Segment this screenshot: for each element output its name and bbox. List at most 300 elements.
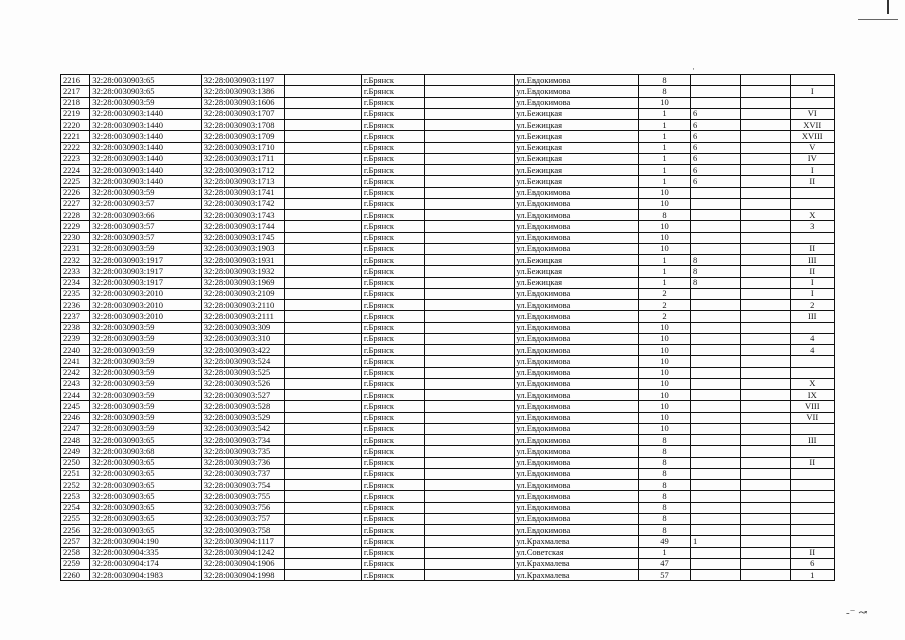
house-number-cell: 10 <box>639 378 691 389</box>
object-cadastral-number-cell: 32:28:0030903:310 <box>201 333 284 344</box>
table-row <box>61 120 835 131</box>
scan-mark-edge <box>887 0 889 14</box>
house-number-cell: 8 <box>639 480 691 491</box>
blank-col-2-cell <box>424 525 514 536</box>
row-number-cell: 2235 <box>61 288 90 299</box>
blank-col-cell <box>285 446 362 457</box>
parcel-cadastral-number-cell: 32:28:0030903:59 <box>90 243 201 254</box>
parcel-cadastral-number-cell: 32:28:0030904:190 <box>90 536 201 547</box>
blank-col-cell <box>285 165 362 176</box>
street-cell: ул.Крахмалева <box>514 536 638 547</box>
street-cell: ул.Евдокимова <box>514 210 638 221</box>
row-number-cell: 2227 <box>61 198 90 209</box>
blank-col-2-cell <box>424 356 514 367</box>
room-number-cell <box>790 536 834 547</box>
table-row <box>61 435 835 446</box>
parcel-cadastral-number-cell: 32:28:0030903:1917 <box>90 277 201 288</box>
room-number-cell: 3 <box>790 221 834 232</box>
blank-col-2-cell <box>424 570 514 581</box>
blank-col-3-cell <box>740 311 790 322</box>
object-cadastral-number-cell: 32:28:0030903:1903 <box>201 243 284 254</box>
blank-col-2-cell <box>424 435 514 446</box>
table-row <box>61 165 835 176</box>
blank-col-3-cell <box>740 187 790 198</box>
blank-col-3-cell <box>740 536 790 547</box>
building-cell <box>690 198 740 209</box>
blank-col-cell <box>285 322 362 333</box>
city-cell: г.Брянск <box>361 525 424 536</box>
object-cadastral-number-cell: 32:28:0030903:1744 <box>201 221 284 232</box>
object-cadastral-number-cell: 32:28:0030904:1242 <box>201 547 284 558</box>
object-cadastral-number-cell: 32:28:0030903:527 <box>201 390 284 401</box>
table-row <box>61 401 835 412</box>
city-cell: г.Брянск <box>361 120 424 131</box>
blank-col-cell <box>285 333 362 344</box>
object-cadastral-number-cell: 32:28:0030903:1711 <box>201 153 284 164</box>
city-cell: г.Брянск <box>361 345 424 356</box>
blank-col-3-cell <box>740 390 790 401</box>
street-cell: ул.Евдокимова <box>514 412 638 423</box>
blank-col-2-cell <box>424 457 514 468</box>
blank-col-2-cell <box>424 255 514 266</box>
row-number-cell: 2219 <box>61 108 90 119</box>
table-row <box>61 75 835 86</box>
row-number-cell: 2248 <box>61 435 90 446</box>
row-number-cell: 2225 <box>61 176 90 187</box>
house-number-cell: 8 <box>639 457 691 468</box>
blank-col-cell <box>285 423 362 434</box>
street-cell: ул.Евдокимова <box>514 446 638 457</box>
street-cell: ул.Евдокимова <box>514 86 638 97</box>
blank-col-cell <box>285 243 362 254</box>
object-cadastral-number-cell: 32:28:0030903:542 <box>201 423 284 434</box>
blank-col-cell <box>285 570 362 581</box>
building-cell: 8 <box>690 277 740 288</box>
street-cell: ул.Евдокимова <box>514 311 638 322</box>
table-row <box>61 536 835 547</box>
street-cell: ул.Евдокимова <box>514 491 638 502</box>
parcel-cadastral-number-cell: 32:28:0030903:59 <box>90 187 201 198</box>
blank-col-2-cell <box>424 547 514 558</box>
scan-mark-bottom: -⁻ ↝ <box>846 607 868 619</box>
street-cell: ул.Евдокимова <box>514 480 638 491</box>
object-cadastral-number-cell: 32:28:0030903:757 <box>201 513 284 524</box>
blank-col-2-cell <box>424 120 514 131</box>
blank-col-2-cell <box>424 153 514 164</box>
blank-col-cell <box>285 288 362 299</box>
blank-col-2-cell <box>424 468 514 479</box>
row-number-cell: 2231 <box>61 243 90 254</box>
row-number-cell: 2236 <box>61 300 90 311</box>
room-number-cell <box>790 187 834 198</box>
city-cell: г.Брянск <box>361 468 424 479</box>
blank-col-3-cell <box>740 333 790 344</box>
object-cadastral-number-cell: 32:28:0030903:1932 <box>201 266 284 277</box>
blank-col-cell <box>285 367 362 378</box>
table-row <box>61 457 835 468</box>
city-cell: г.Брянск <box>361 277 424 288</box>
table-row <box>61 97 835 108</box>
blank-col-3-cell <box>740 558 790 569</box>
row-number-cell: 2255 <box>61 513 90 524</box>
parcel-cadastral-number-cell: 32:28:0030903:59 <box>90 356 201 367</box>
city-cell: г.Брянск <box>361 536 424 547</box>
row-number-cell: 2256 <box>61 525 90 536</box>
row-number-cell: 2238 <box>61 322 90 333</box>
building-cell <box>690 333 740 344</box>
room-number-cell: II <box>790 243 834 254</box>
house-number-cell: 10 <box>639 322 691 333</box>
blank-col-cell <box>285 108 362 119</box>
blank-col-3-cell <box>740 480 790 491</box>
parcel-cadastral-number-cell: 32:28:0030903:65 <box>90 457 201 468</box>
blank-col-2-cell <box>424 142 514 153</box>
city-cell: г.Брянск <box>361 311 424 322</box>
blank-col-cell <box>285 266 362 277</box>
object-cadastral-number-cell: 32:28:0030903:737 <box>201 468 284 479</box>
city-cell: г.Брянск <box>361 97 424 108</box>
blank-col-2-cell <box>424 412 514 423</box>
house-number-cell: 1 <box>639 176 691 187</box>
blank-col-cell <box>285 457 362 468</box>
table-row <box>61 446 835 457</box>
building-cell: 6 <box>690 153 740 164</box>
room-number-cell <box>790 97 834 108</box>
blank-col-2-cell <box>424 266 514 277</box>
parcel-cadastral-number-cell: 32:28:0030903:1440 <box>90 131 201 142</box>
table-row <box>61 187 835 198</box>
object-cadastral-number-cell: 32:28:0030903:524 <box>201 356 284 367</box>
parcel-cadastral-number-cell: 32:28:0030903:65 <box>90 480 201 491</box>
object-cadastral-number-cell: 32:28:0030903:1969 <box>201 277 284 288</box>
blank-col-cell <box>285 502 362 513</box>
row-number-cell: 2221 <box>61 131 90 142</box>
object-cadastral-number-cell: 32:28:0030903:2110 <box>201 300 284 311</box>
city-cell: г.Брянск <box>361 502 424 513</box>
blank-col-cell <box>285 176 362 187</box>
row-number-cell: 2234 <box>61 277 90 288</box>
object-cadastral-number-cell: 32:28:0030903:756 <box>201 502 284 513</box>
blank-col-3-cell <box>740 75 790 86</box>
parcel-cadastral-number-cell: 32:28:0030903:59 <box>90 345 201 356</box>
table-row <box>61 221 835 232</box>
city-cell: г.Брянск <box>361 356 424 367</box>
row-number-cell: 2220 <box>61 120 90 131</box>
parcel-cadastral-number-cell: 32:28:0030903:1917 <box>90 266 201 277</box>
parcel-cadastral-number-cell: 32:28:0030903:65 <box>90 435 201 446</box>
row-number-cell: 2241 <box>61 356 90 367</box>
street-cell: ул.Бежицкая <box>514 165 638 176</box>
blank-col-2-cell <box>424 345 514 356</box>
blank-col-cell <box>285 378 362 389</box>
object-cadastral-number-cell: 32:28:0030904:1906 <box>201 558 284 569</box>
street-cell: ул.Бежицкая <box>514 266 638 277</box>
table-row <box>61 491 835 502</box>
blank-col-cell <box>285 311 362 322</box>
parcel-cadastral-number-cell: 32:28:0030903:57 <box>90 221 201 232</box>
room-number-cell: VIII <box>790 401 834 412</box>
house-number-cell: 1 <box>639 255 691 266</box>
city-cell: г.Брянск <box>361 142 424 153</box>
parcel-cadastral-number-cell: 32:28:0030903:1440 <box>90 176 201 187</box>
blank-col-cell <box>285 120 362 131</box>
row-number-cell: 2245 <box>61 401 90 412</box>
building-cell <box>690 311 740 322</box>
row-number-cell: 2222 <box>61 142 90 153</box>
blank-col-2-cell <box>424 322 514 333</box>
city-cell: г.Брянск <box>361 457 424 468</box>
row-number-cell: 2216 <box>61 75 90 86</box>
building-cell <box>690 232 740 243</box>
blank-col-2-cell <box>424 75 514 86</box>
room-number-cell <box>790 198 834 209</box>
row-number-cell: 2228 <box>61 210 90 221</box>
city-cell: г.Брянск <box>361 187 424 198</box>
row-number-cell: 2218 <box>61 97 90 108</box>
object-cadastral-number-cell: 32:28:0030903:1709 <box>201 131 284 142</box>
house-number-cell: 8 <box>639 491 691 502</box>
row-number-cell: 2252 <box>61 480 90 491</box>
parcel-cadastral-number-cell: 32:28:0030903:65 <box>90 491 201 502</box>
house-number-cell: 1 <box>639 277 691 288</box>
blank-col-3-cell <box>740 491 790 502</box>
blank-col-2-cell <box>424 423 514 434</box>
house-number-cell: 10 <box>639 390 691 401</box>
building-cell <box>690 468 740 479</box>
blank-col-2-cell <box>424 232 514 243</box>
blank-col-cell <box>285 435 362 446</box>
blank-col-cell <box>285 255 362 266</box>
room-number-cell: 2 <box>790 300 834 311</box>
building-cell <box>690 446 740 457</box>
parcel-cadastral-number-cell: 32:28:0030904:335 <box>90 547 201 558</box>
row-number-cell: 2250 <box>61 457 90 468</box>
city-cell: г.Брянск <box>361 221 424 232</box>
parcel-cadastral-number-cell: 32:28:0030903:1440 <box>90 108 201 119</box>
building-cell <box>690 75 740 86</box>
blank-col-3-cell <box>740 367 790 378</box>
blank-col-cell <box>285 277 362 288</box>
building-cell: 8 <box>690 266 740 277</box>
building-cell <box>690 187 740 198</box>
house-number-cell: 10 <box>639 333 691 344</box>
room-number-cell: I <box>790 277 834 288</box>
row-number-cell: 2217 <box>61 86 90 97</box>
object-cadastral-number-cell: 32:28:0030903:734 <box>201 435 284 446</box>
row-number-cell: 2223 <box>61 153 90 164</box>
blank-col-3-cell <box>740 97 790 108</box>
row-number-cell: 2249 <box>61 446 90 457</box>
building-cell: 6 <box>690 131 740 142</box>
street-cell: ул.Евдокимова <box>514 232 638 243</box>
city-cell: г.Брянск <box>361 198 424 209</box>
object-cadastral-number-cell: 32:28:0030903:1386 <box>201 86 284 97</box>
parcel-cadastral-number-cell: 32:28:0030903:59 <box>90 412 201 423</box>
house-number-cell: 2 <box>639 300 691 311</box>
house-number-cell: 2 <box>639 288 691 299</box>
house-number-cell: 8 <box>639 468 691 479</box>
building-cell: 6 <box>690 165 740 176</box>
blank-col-2-cell <box>424 210 514 221</box>
table-row <box>61 300 835 311</box>
room-number-cell: II <box>790 457 834 468</box>
street-cell: ул.Бежицкая <box>514 255 638 266</box>
house-number-cell: 1 <box>639 142 691 153</box>
table-row <box>61 277 835 288</box>
parcel-cadastral-number-cell: 32:28:0030903:57 <box>90 198 201 209</box>
building-cell: 6 <box>690 176 740 187</box>
object-cadastral-number-cell: 32:28:0030903:1197 <box>201 75 284 86</box>
street-cell: ул.Евдокимова <box>514 221 638 232</box>
row-number-cell: 2230 <box>61 232 90 243</box>
house-number-cell: 10 <box>639 187 691 198</box>
room-number-cell: I <box>790 288 834 299</box>
blank-col-cell <box>285 97 362 108</box>
building-cell <box>690 210 740 221</box>
blank-col-2-cell <box>424 558 514 569</box>
room-number-cell: X <box>790 378 834 389</box>
object-cadastral-number-cell: 32:28:0030903:2109 <box>201 288 284 299</box>
object-cadastral-number-cell: 32:28:0030903:422 <box>201 345 284 356</box>
blank-col-3-cell <box>740 525 790 536</box>
blank-col-3-cell <box>740 468 790 479</box>
blank-col-2-cell <box>424 367 514 378</box>
object-cadastral-number-cell: 32:28:0030904:1998 <box>201 570 284 581</box>
table-row <box>61 198 835 209</box>
house-number-cell: 8 <box>639 86 691 97</box>
parcel-cadastral-number-cell: 32:28:0030903:66 <box>90 210 201 221</box>
blank-col-2-cell <box>424 401 514 412</box>
room-number-cell: VI <box>790 108 834 119</box>
parcel-cadastral-number-cell: 32:28:0030903:65 <box>90 513 201 524</box>
blank-col-2-cell <box>424 97 514 108</box>
blank-col-cell <box>285 75 362 86</box>
object-cadastral-number-cell: 32:28:0030903:529 <box>201 412 284 423</box>
table-row <box>61 423 835 434</box>
table-row <box>61 288 835 299</box>
room-number-cell: XVII <box>790 120 834 131</box>
blank-col-2-cell <box>424 277 514 288</box>
building-cell <box>690 513 740 524</box>
house-number-cell: 47 <box>639 558 691 569</box>
table-row <box>61 108 835 119</box>
room-number-cell: I <box>790 165 834 176</box>
table-row <box>61 86 835 97</box>
street-cell: ул.Евдокимова <box>514 457 638 468</box>
building-cell <box>690 423 740 434</box>
parcel-cadastral-number-cell: 32:28:0030903:2010 <box>90 311 201 322</box>
object-cadastral-number-cell: 32:28:0030903:1606 <box>201 97 284 108</box>
object-cadastral-number-cell: 32:28:0030903:755 <box>201 491 284 502</box>
room-number-cell: 6 <box>790 558 834 569</box>
row-number-cell: 2240 <box>61 345 90 356</box>
blank-col-3-cell <box>740 266 790 277</box>
room-number-cell: III <box>790 311 834 322</box>
blank-col-cell <box>285 131 362 142</box>
blank-col-cell <box>285 547 362 558</box>
blank-col-cell <box>285 491 362 502</box>
parcel-cadastral-number-cell: 32:28:0030903:59 <box>90 378 201 389</box>
room-number-cell: II <box>790 176 834 187</box>
blank-col-3-cell <box>740 300 790 311</box>
house-number-cell: 8 <box>639 435 691 446</box>
table-row <box>61 131 835 142</box>
room-number-cell <box>790 446 834 457</box>
street-cell: ул.Евдокимова <box>514 243 638 254</box>
table-row <box>61 412 835 423</box>
house-number-cell: 1 <box>639 165 691 176</box>
table-row <box>61 468 835 479</box>
blank-col-2-cell <box>424 243 514 254</box>
row-number-cell: 2243 <box>61 378 90 389</box>
blank-col-cell <box>285 142 362 153</box>
table-row <box>61 142 835 153</box>
table-row <box>61 255 835 266</box>
house-number-cell: 10 <box>639 412 691 423</box>
house-number-cell: 10 <box>639 345 691 356</box>
house-number-cell: 1 <box>639 120 691 131</box>
street-cell: ул.Евдокимова <box>514 75 638 86</box>
city-cell: г.Брянск <box>361 322 424 333</box>
building-cell <box>690 86 740 97</box>
building-cell <box>690 457 740 468</box>
street-cell: ул.Евдокимова <box>514 423 638 434</box>
building-cell: 6 <box>690 142 740 153</box>
street-cell: ул.Евдокимова <box>514 513 638 524</box>
street-cell: ул.Евдокимова <box>514 435 638 446</box>
object-cadastral-number-cell: 32:28:0030903:528 <box>201 401 284 412</box>
blank-col-2-cell <box>424 221 514 232</box>
blank-col-2-cell <box>424 502 514 513</box>
room-number-cell <box>790 491 834 502</box>
blank-col-3-cell <box>740 142 790 153</box>
city-cell: г.Брянск <box>361 558 424 569</box>
city-cell: г.Брянск <box>361 480 424 491</box>
parcel-cadastral-number-cell: 32:28:0030903:65 <box>90 525 201 536</box>
city-cell: г.Брянск <box>361 547 424 558</box>
blank-col-2-cell <box>424 536 514 547</box>
city-cell: г.Брянск <box>361 243 424 254</box>
blank-col-cell <box>285 86 362 97</box>
parcel-cadastral-number-cell: 32:28:0030903:65 <box>90 86 201 97</box>
room-number-cell <box>790 423 834 434</box>
object-cadastral-number-cell: 32:28:0030903:1743 <box>201 210 284 221</box>
house-number-cell: 1 <box>639 266 691 277</box>
house-number-cell: 57 <box>639 570 691 581</box>
street-cell: ул.Евдокимова <box>514 333 638 344</box>
room-number-cell: IX <box>790 390 834 401</box>
table-row <box>61 558 835 569</box>
building-cell <box>690 401 740 412</box>
city-cell: г.Брянск <box>361 570 424 581</box>
blank-col-3-cell <box>740 288 790 299</box>
object-cadastral-number-cell: 32:28:0030903:526 <box>201 378 284 389</box>
blank-col-cell <box>285 210 362 221</box>
room-number-cell: XVIII <box>790 131 834 142</box>
blank-col-3-cell <box>740 513 790 524</box>
row-number-cell: 2254 <box>61 502 90 513</box>
city-cell: г.Брянск <box>361 210 424 221</box>
building-cell <box>690 390 740 401</box>
street-cell: ул.Бежицкая <box>514 120 638 131</box>
row-number-cell: 2246 <box>61 412 90 423</box>
street-cell: ул.Евдокимова <box>514 198 638 209</box>
street-cell: ул.Бежицкая <box>514 153 638 164</box>
blank-col-3-cell <box>740 423 790 434</box>
room-number-cell: II <box>790 266 834 277</box>
blank-col-2-cell <box>424 165 514 176</box>
street-cell: ул.Евдокимова <box>514 345 638 356</box>
